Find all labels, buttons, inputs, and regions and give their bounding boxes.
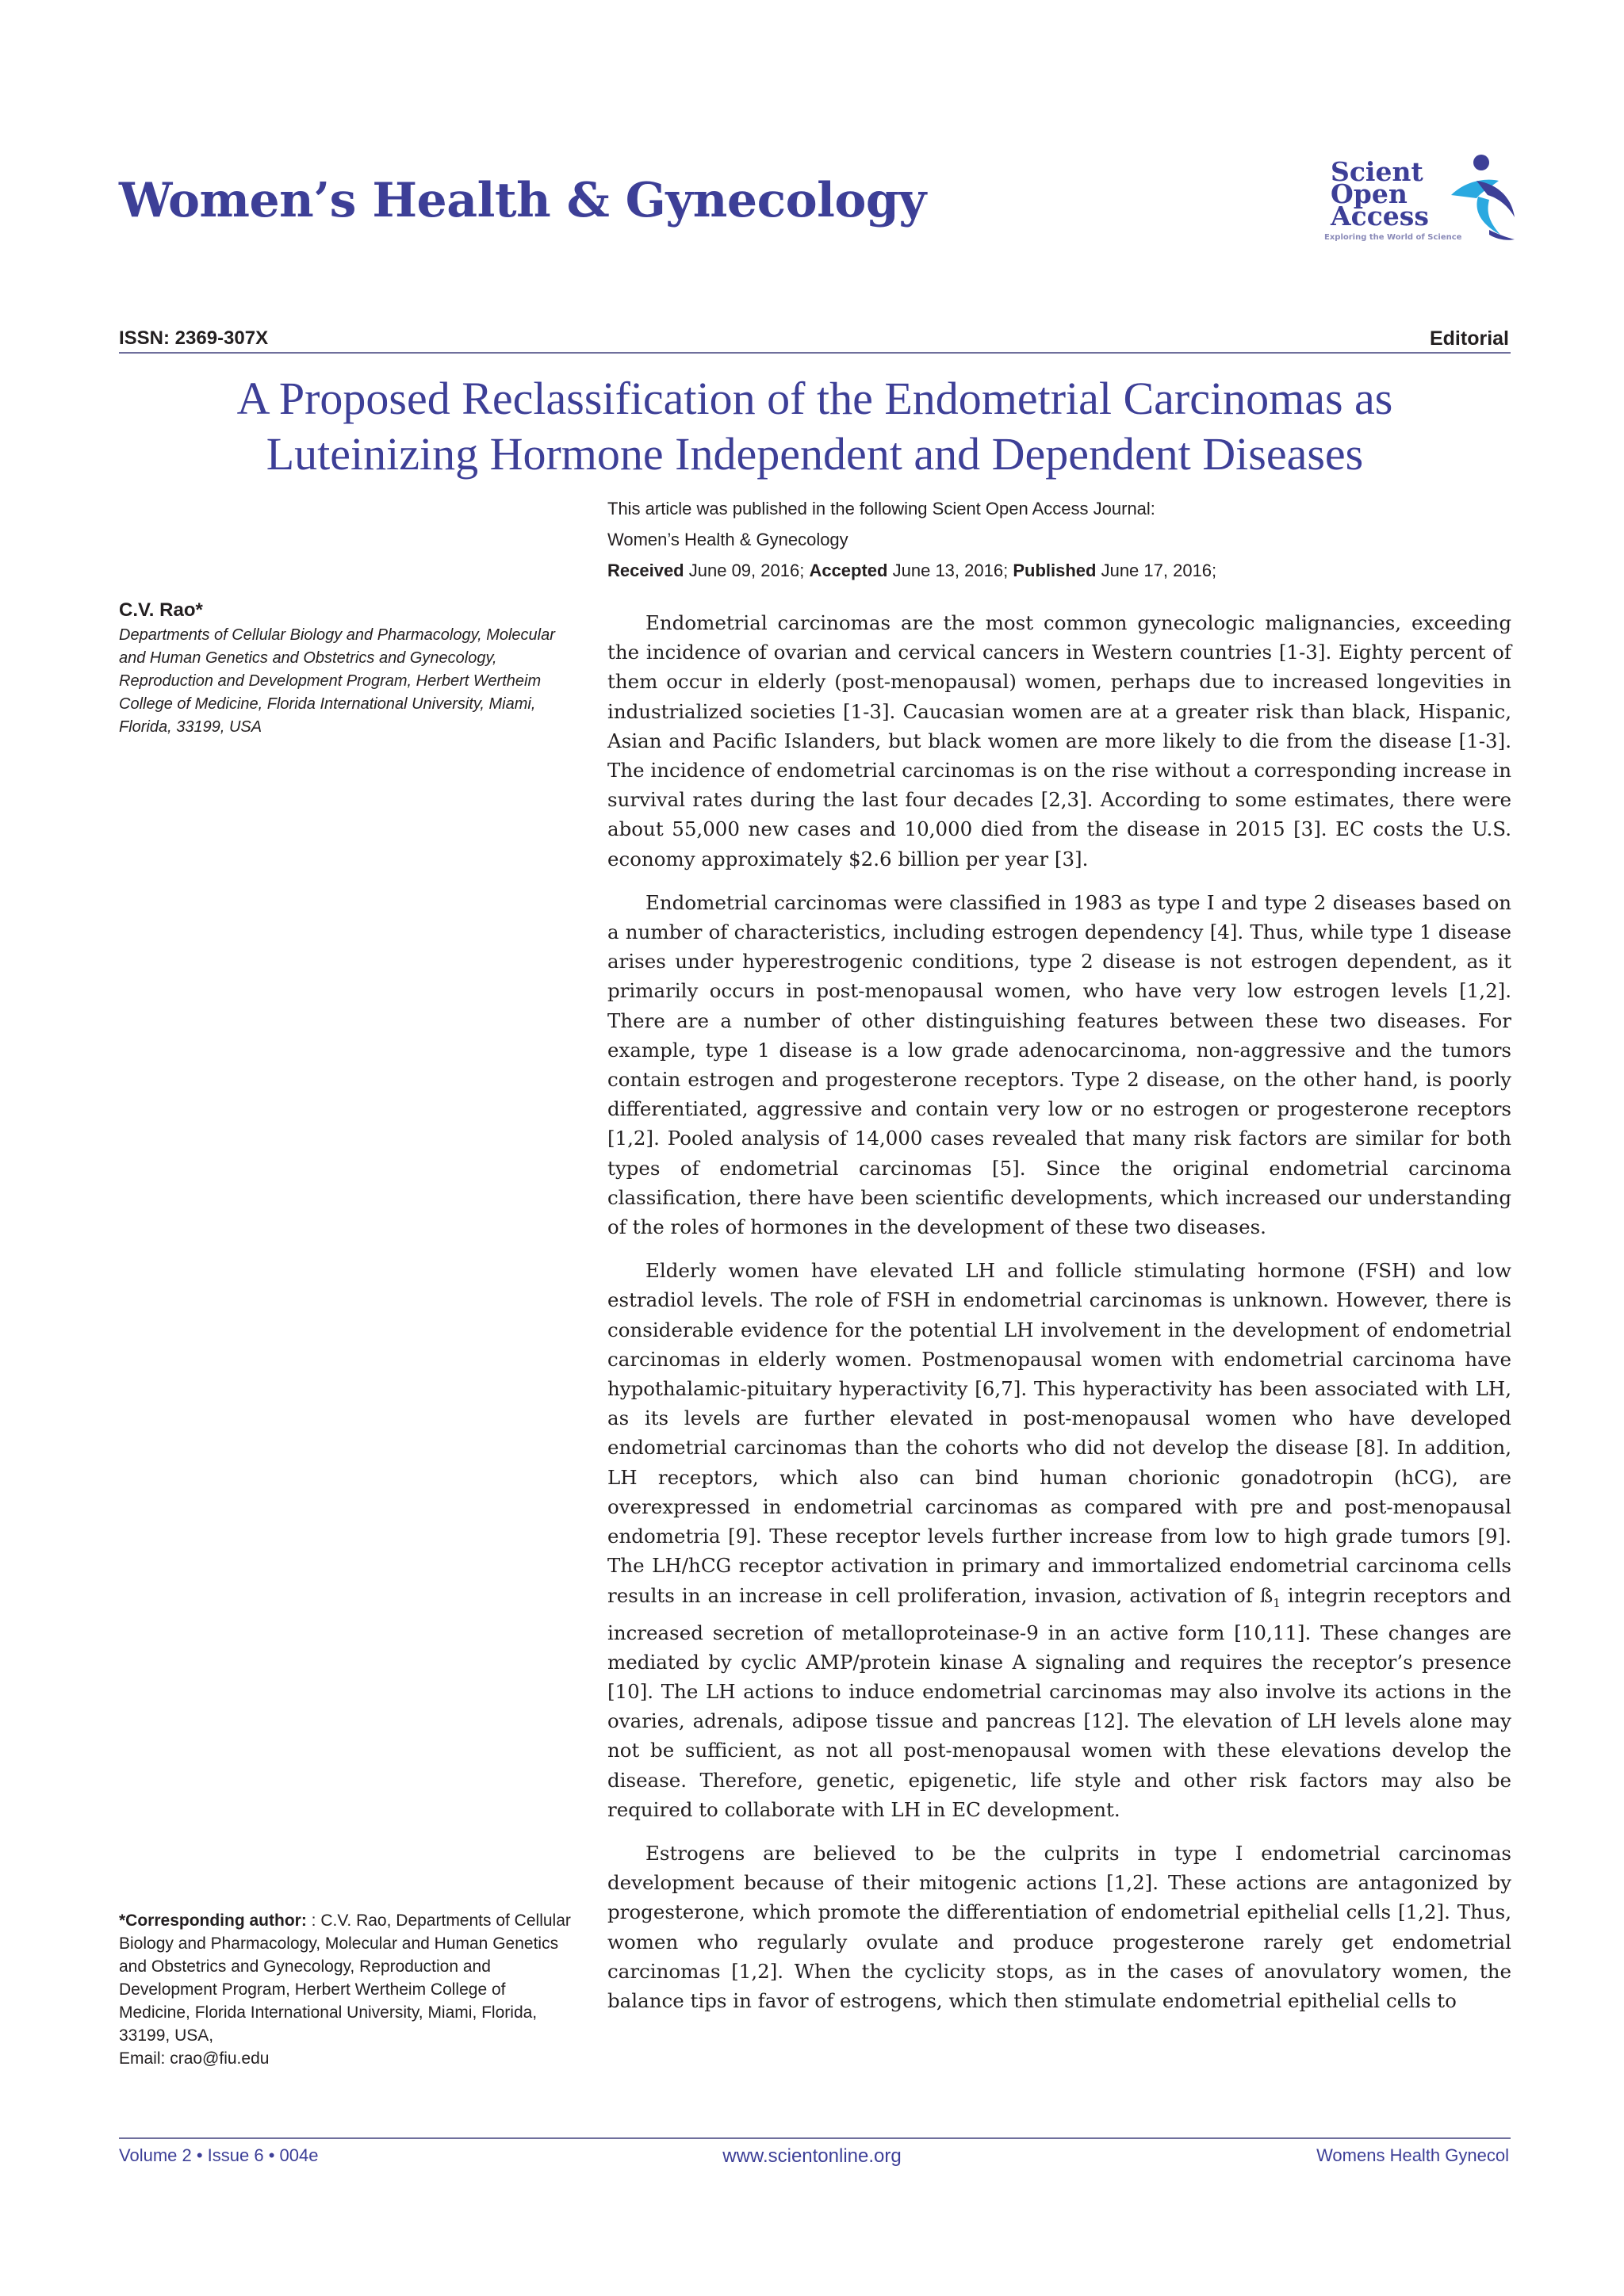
article-title-line-2: Luteinizing Hormone Independent and Dependent Diseases [266, 428, 1364, 480]
paragraph-3 [607, 1256, 1511, 1824]
journal-name: Women’s Health & Gynecology [607, 530, 848, 549]
received-label: Received [607, 561, 684, 580]
logo-tagline: Exploring the World of Science [1324, 233, 1462, 242]
website-link[interactable]: www.scientonline.org [722, 2145, 902, 2167]
published-date: June 17, 2016; [1101, 561, 1217, 580]
footer-divider [119, 2137, 1511, 2139]
footer-journal-abbrev: Womens Health Gynecol [1316, 2145, 1509, 2165]
runner-figure-icon [1442, 149, 1521, 244]
footer-volume: Volume 2 • Issue 6 • 004e [119, 2145, 319, 2165]
paragraph-3-part-b: integrin receptors and increased secretion of metalloproteinase-9 in an active form [10,11]. These changes are mediated by cyclic AMP/protein kinase A signaling and requires the receptor’s presence [10]. The LH actions to induce endometrial carcinomas may also involve its actions in the ovaries, adrenals, adipose tissue and pancreas [12]. The elevation of LH levels alone may not be sufficient, as not all post-menopausal women with these elevations develop the disease. Therefore, genetic, epigenetic, life style and other risk factors may also be required to collaborate with LH in EC development. [607, 1583, 1511, 1821]
author-block [119, 599, 571, 739]
published-note: This article was published in the following Scient Open Access Journal: [607, 499, 1155, 519]
published-label: Published [1013, 561, 1097, 580]
corresponding-author [119, 1909, 571, 2070]
email-label: Email: [119, 2049, 166, 2068]
publication-info [607, 498, 1511, 591]
logo-word-scient: Scient [1331, 156, 1423, 187]
journal-title: Women’s Health & Gynecology [119, 173, 926, 228]
corresponding-label: *Corresponding author: [119, 1911, 307, 1930]
author-affiliation: Departments of Cellular Biology and Pharmacology, Molecular and Human Genetics and Obstetrics and Gynecology, Reproduction and Development Program, Herbert Wertheim College of Medicine, Florida International University, Miami, Florida, 33199, USA [119, 626, 555, 736]
dates-line [607, 560, 1511, 591]
body-text [607, 608, 1511, 2030]
author-name: C.V. Rao* [119, 599, 203, 621]
logo-word-access: Access [1331, 201, 1429, 232]
article-type: Editorial [1429, 327, 1509, 350]
article-title [119, 371, 1511, 482]
article-title-line-1: A Proposed Reclassification of the Endometrial Carcinomas as [236, 373, 1393, 424]
paragraph-3-subscript: 1 [1273, 1595, 1281, 1610]
header-divider [119, 352, 1511, 354]
accepted-label: Accepted [809, 561, 888, 580]
paragraph-3-part-a: Elderly women have elevated LH and follicle stimulating hormone (FSH) and low estradiol levels. The role of FSH in endometrial carcinomas is unknown. However, there is considerable evidence for the potential LH involvement in the development of endometrial carcinomas in elderly women. Postmenopausal women with endometrial carcinoma have hypothalamic-pituitary hyperactivity [6,7]. This hyperactivity has been associated with LH, as its levels are further elevated in post-menopausal women who have developed endometrial carcinomas than the cohorts who did not develop the disease [8]. In addition, LH receptors, which also can bind human chorionic gonadotropin (hCG), are overexpressed in endometrial carcinomas as compared with pre and post-menopausal endometria [9]. These receptor levels further increase from low to high grade tumors [9]. The LH/hCG receptor activation in primary and immortalized endometrial carcinoma cells results in an increase in cell proliferation, invasion, activation of ß [607, 1259, 1511, 1607]
logo-word-open: Open [1331, 178, 1408, 209]
paragraph-2: Endometrial carcinomas were classified in 1983 as type I and type 2 diseases based on a number of characteristics, including estrogen dependency [4]. Thus, while type 1 disease arises under hyperestrogenic conditions, type 2 disease is not estrogen dependent, as it primarily occurs in post-menopausal women, who have very low estrogen levels [1,2]. There are a number of other distinguishing features between these two diseases. For example, type 1 disease is a low grade adenocarcinoma, non-aggressive and the tumors contain estrogen and progesterone receptors. Type 2 disease, on the other hand, is poorly differentiated, aggressive and contain very low or no estrogen or progesterone receptors [1,2]. Pooled analysis of 14,000 cases revealed that many risk factors are similar for both types of endometrial carcinomas [5]. Since the original endometrial carcinoma classification, there have been scientific developments, which increased our understanding of the roles of hormones in the development of these two diseases. [607, 890, 1511, 1239]
corresponding-text: : C.V. Rao, Departments of Cellular Biology and Pharmacology, Molecular and Human Genetics and Obstetrics and Gynecology, Reproduction and Development Program, Herbert Wertheim College of Medicine, Florida International University, Miami, Florida, 33199, USA, [119, 1911, 571, 2045]
publisher-logo [1324, 149, 1530, 252]
email-link[interactable]: crao@fiu.edu [170, 2049, 270, 2068]
issn: ISSN: 2369-307X [119, 327, 269, 349]
accepted-date: June 13, 2016; [892, 561, 1009, 580]
received-date: June 09, 2016; [688, 561, 805, 580]
paragraph-1: Endometrial carcinomas are the most common gynecologic malignancies, exceeding the incidence of ovarian and cervical cancers in Western countries [1-3]. Eighty percent of them occur in elderly (post-menopausal) women, perhaps due to increased longevities in industrialized societies [1-3]. Caucasian women are at a greater risk than black, Hispanic, Asian and Pacific Islanders, but black women are more likely to die from the disease [1-3]. The incidence of endometrial carcinomas is on the rise without a corresponding increase in survival rates during the last four decades [2,3]. According to some estimates, there were about 55,000 new cases and 10,000 died from the disease in 2015 [3]. EC costs the U.S. economy approximately $2.6 billion per year [3]. [607, 611, 1511, 871]
paragraph-4: Estrogens are believed to be the culprits in type I endometrial carcinomas development because of their mitogenic actions [1,2]. These actions are antagonized by progesterone, which promote the differentiation of endometrial epithelial cells [1,2]. Thus, women who regularly ovulate and produce progesterone rarely get endometrial carcinomas [1,2]. When the cyclicity stops, as in the cases of anovulatory women, the balance tips in favor of estrogens, which then stimulate endometrial epithelial cells to [607, 1842, 1511, 2013]
